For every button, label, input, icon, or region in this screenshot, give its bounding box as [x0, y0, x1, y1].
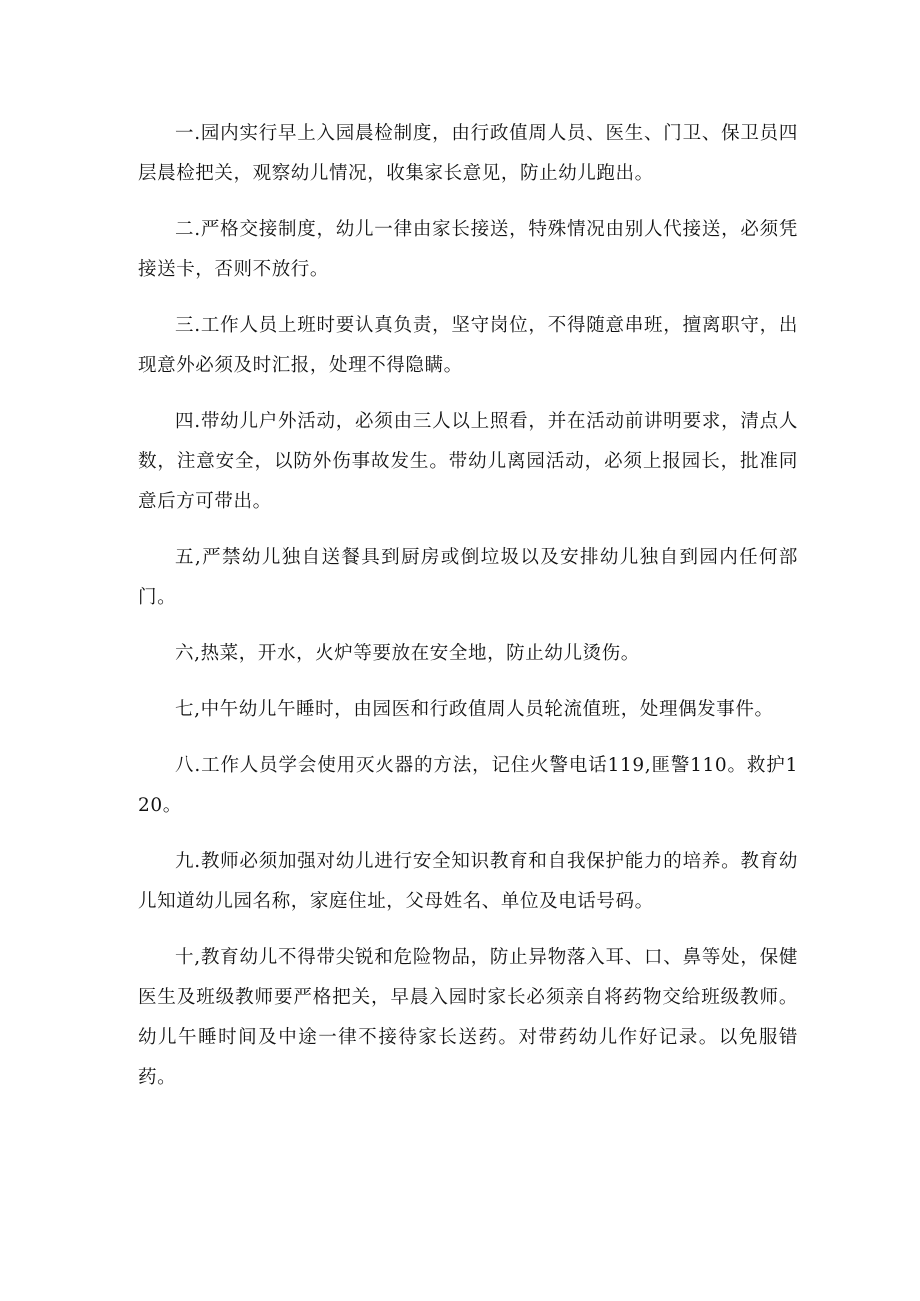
- paragraph-4: 四.带幼儿户外活动，必须由三人以上照看，并在活动前讲明要求，清点人数，注意安全，以防外伤事故发生。带幼儿离园活动，必须上报园长，批准同意后方可带出。: [138, 411, 798, 512]
- paragraph-8: 八.工作人员学会使用灭火器的方法，记住火警电话119,匪警110。救护120。: [138, 755, 798, 816]
- paragraph-7: 七,中午幼儿午睡时，由园医和行政值周人员轮流值班，处理偶发事件。: [175, 699, 774, 720]
- paragraph-5: 五,严禁幼儿独自送餐具到厨房或倒垃圾以及安排幼儿独自到园内任何部门。: [138, 547, 798, 608]
- paragraph-2: 二.严格交接制度，幼儿一律由家长接送，特殊情况由别人代接送，必须凭接送卡，否则不放行。: [138, 219, 798, 280]
- paragraph-1: 一.园内实行早上入园晨检制度，由行政值周人员、医生、门卫、保卫员四层晨检把关，观察幼儿情况，收集家长意见，防止幼儿跑出。: [138, 123, 798, 184]
- paragraph-9: 九.教师必须加强对幼儿进行安全知识教育和自我保护能力的培养。教育幼儿知道幼儿园名称，家庭住址，父母姓名、单位及电话号码。: [138, 851, 798, 912]
- paragraph-6: 六,热菜，开水，火炉等要放在安全地，防止幼儿烫伤。: [175, 643, 640, 664]
- paragraph-10: 十,教育幼儿不得带尖锐和危险物品，防止异物落入耳、口、鼻等处，保健医生及班级教师要严格把关，早晨入园时家长必须亲自将药物交给班级教师。幼儿午睡时间及中途一律不接待家长送药。对带药幼儿作好记录。以免服错药。: [138, 947, 798, 1088]
- paragraph-3: 三.工作人员上班时要认真负责，坚守岗位，不得随意串班，擅离职守，出现意外必须及时汇报，处理不得隐瞒。: [138, 315, 798, 376]
- document-body: [138, 114, 798, 1114]
